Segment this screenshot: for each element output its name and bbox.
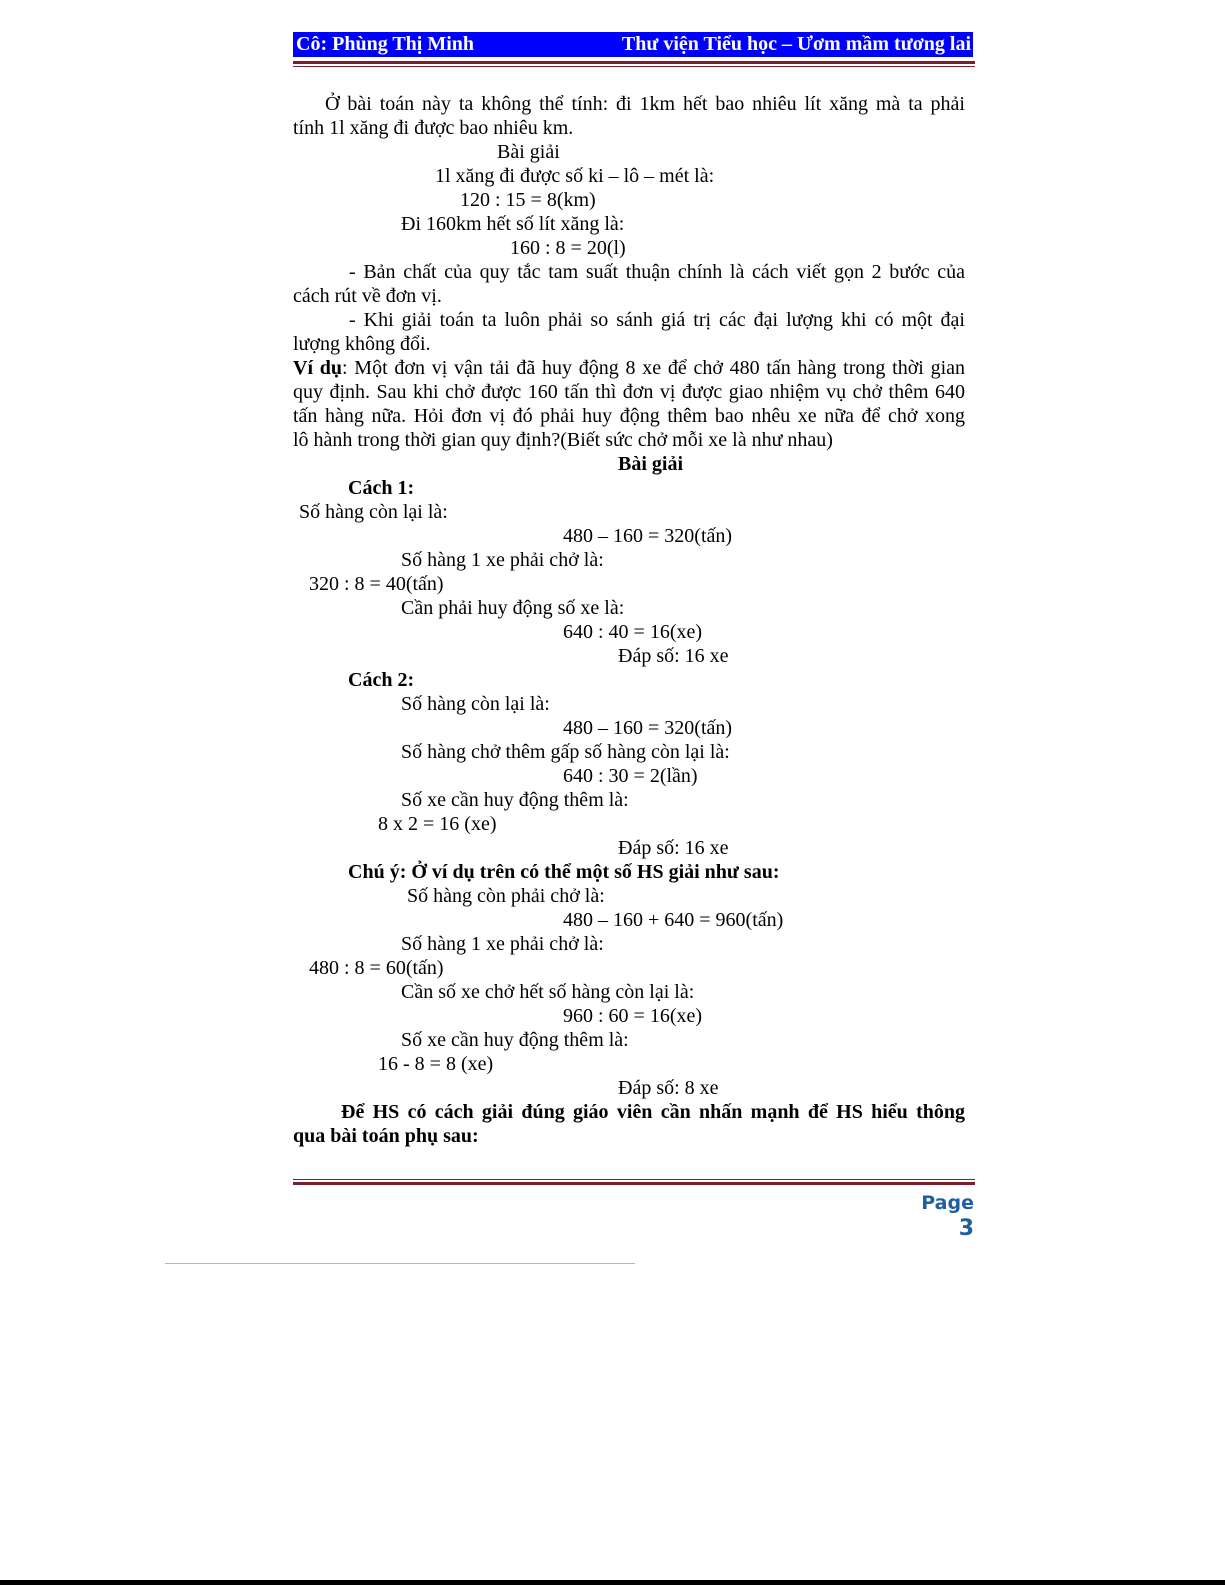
header-rule-thick	[293, 61, 975, 64]
solution-calc: 480 – 160 = 320(tấn)	[563, 525, 733, 547]
page-bottom-edge	[0, 1580, 1225, 1585]
example-label: Ví dụ	[293, 357, 342, 379]
example-line: lô hành trong thời gian quy định?(Biết sức chở mỗi xe là như nhau)	[293, 429, 833, 451]
solution-calc: 320 : 8 = 40(tấn)	[309, 573, 444, 595]
page-label: Page	[921, 1192, 974, 1214]
solution-calc: 16 - 8 = 8 (xe)	[378, 1053, 494, 1075]
solution-line: Số hàng 1 xe phải chở là:	[401, 933, 604, 955]
solution-line: Đi 160km hết số lít xăng là:	[401, 213, 625, 235]
header-rule-thin	[293, 66, 975, 67]
answer-line: Đáp số: 8 xe	[618, 1077, 719, 1099]
paragraph-line: tính 1l xăng đi được bao nhiêu km.	[293, 117, 574, 139]
page-header	[293, 32, 973, 57]
solution-line: Số hàng còn phải chở là:	[407, 885, 605, 907]
solution-calc: 640 : 40 = 16(xe)	[563, 621, 703, 643]
solution-calc: 480 – 160 = 320(tấn)	[563, 717, 733, 739]
solution-line: Cần phải huy động số xe là:	[401, 597, 625, 619]
solution-calc: 120 : 15 = 8(km)	[460, 189, 596, 211]
note-line: - Khi giải toán ta luôn phải so sánh giá trị các đại lượng khi có một đại	[349, 309, 965, 331]
example-line	[293, 356, 965, 380]
note-title: Chú ý: Ở ví dụ trên có thể một số HS giải như sau:	[348, 861, 780, 883]
note-line: cách rút về đơn vị.	[293, 285, 442, 307]
paragraph-line: Ở bài toán này ta không thể tính: đi 1km hết bao nhiêu lít xăng mà ta phải	[325, 93, 965, 115]
answer-line: Đáp số: 16 xe	[618, 837, 729, 859]
footer-rule-thick	[293, 1182, 975, 1185]
solution-line: Số hàng còn lại là:	[299, 501, 448, 523]
solution-title: Bài giải	[497, 141, 560, 163]
method-2-title: Cách 2:	[348, 669, 415, 691]
header-library: Thư viện Tiểu học – Ươm mầm tương lai	[621, 33, 971, 55]
solution-heading: Bài giải	[618, 453, 684, 475]
separator-line	[165, 1263, 635, 1264]
header-author: Cô: Phùng Thị Minh	[296, 33, 475, 55]
solution-calc: 480 : 8 = 60(tấn)	[309, 957, 444, 979]
example-line: tấn hàng nữa. Hỏi đơn vị đó phải huy động thêm bao nhêu xe nữa để chở xong	[293, 405, 965, 427]
closing-line: qua bài toán phụ sau:	[293, 1125, 479, 1147]
solution-line: 1l xăng đi được số ki – lô – mét là:	[435, 165, 715, 187]
solution-calc: 8 x 2 = 16 (xe)	[378, 813, 497, 835]
closing-line: Để HS có cách giải đúng giáo viên cần nhấn mạnh để HS hiểu thông	[341, 1101, 965, 1123]
solution-line: Số xe cần huy động thêm là:	[401, 1029, 629, 1051]
solution-line: Số xe cần huy động thêm là:	[401, 789, 629, 811]
solution-line: Số hàng 1 xe phải chở là:	[401, 549, 604, 571]
solution-calc: 960 : 60 = 16(xe)	[563, 1005, 703, 1027]
solution-calc: 640 : 30 = 2(lần)	[563, 765, 698, 787]
page-number-value: 3	[958, 1216, 974, 1241]
solution-calc: 480 – 160 + 640 = 960(tấn)	[563, 909, 784, 931]
solution-line: Số hàng chở thêm gấp số hàng còn lại là:	[401, 741, 730, 763]
example-line: quy định. Sau khi chở được 160 tấn thì đơn vị được giao nhiệm vụ chở thêm 640	[293, 381, 965, 403]
solution-line: Cần số xe chở hết số hàng còn lại là:	[401, 981, 695, 1003]
solution-calc: 160 : 8 = 20(l)	[510, 237, 626, 259]
page-number	[900, 1190, 974, 1242]
method-1-title: Cách 1:	[348, 477, 415, 499]
answer-line: Đáp số: 16 xe	[618, 645, 729, 667]
note-line: lượng không đổi.	[293, 333, 431, 355]
example-text: : Một đơn vị vận tải đã huy động 8 xe để chở 480 tấn hàng trong thời gian	[342, 357, 965, 379]
footer-rule-thin	[293, 1179, 975, 1180]
note-line: - Bản chất của quy tắc tam suất thuận chính là cách viết gọn 2 bước của	[349, 261, 965, 283]
solution-line: Số hàng còn lại là:	[401, 693, 550, 715]
